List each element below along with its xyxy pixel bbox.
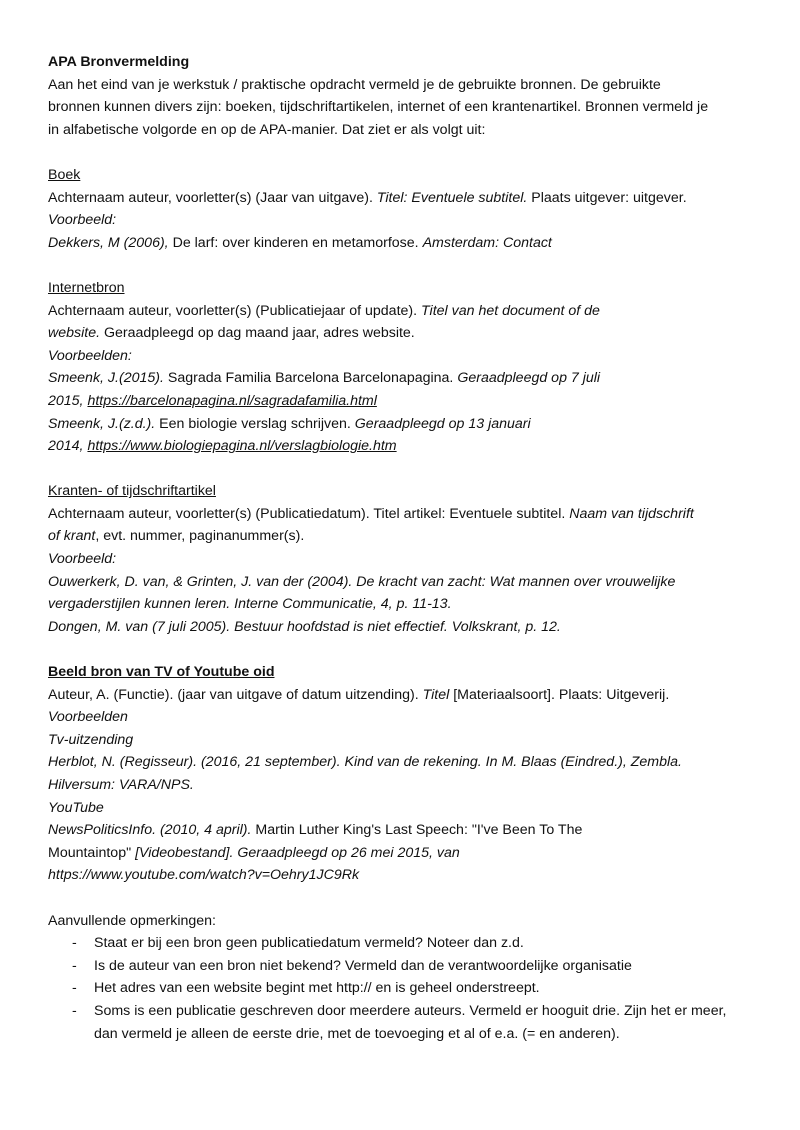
document-page xyxy=(48,51,768,1045)
internet-example-2-author: Smeenk, J.(z.d.). xyxy=(48,415,156,432)
bullet-dash: - xyxy=(72,957,77,974)
intro-line: Aan het eind van je werkstuk / praktische opdracht vermeld je de gebruikte bronnen. De gebruikte xyxy=(48,76,661,93)
boek-format-title: Titel: Eventuele subtitel. xyxy=(376,189,528,206)
list-item xyxy=(48,955,768,978)
internet-example-1-line-2 xyxy=(48,390,768,413)
boek-example xyxy=(48,232,768,255)
opmerkingen-heading: Aanvullende opmerkingen: xyxy=(48,912,216,929)
internet-format-line-1 xyxy=(48,300,768,323)
krant-example-2: Dongen, M. van (7 juli 2005). Bestuur hoofdstad is niet effectief. Volkskrant, p. 12. xyxy=(48,618,561,635)
beeld-format-material: [Materiaalsoort]. Plaats: Uitgeverij. xyxy=(449,686,670,703)
internet-format-line-2 xyxy=(48,322,768,345)
krant-format-author: Achternaam auteur, voorletter(s) (Publicatiedatum). Titel artikel: Eventuele subtitel. xyxy=(48,505,570,522)
boek-voorbeeld-label: Voorbeeld: xyxy=(48,212,117,229)
list-item-text: Soms is een publicatie geschreven door meerdere auteurs. Vermeld er hooguit drie. Zijn het er meer, dan vermeld je alleen de eerste drie, met de toevoeging et al of e.a. (= en anderen). xyxy=(94,1002,727,1042)
krant-example-1-line-2: vergaderstijlen kunnen leren. Interne Communicatie, 4, p. 11-13. xyxy=(48,596,452,613)
internet-example-2-consulted: Geraadpleegd op 13 januari xyxy=(354,415,531,432)
krant-format-line-1 xyxy=(48,503,768,526)
internet-example-2-line-1 xyxy=(48,413,768,436)
internet-voorbeelden-label: Voorbeelden: xyxy=(48,347,132,364)
beeld-format-author: Auteur, A. (Functie). (jaar van uitgave of datum uitzending). xyxy=(48,686,423,703)
krant-format-line-2 xyxy=(48,525,768,548)
opmerkingen-list xyxy=(48,932,768,1045)
section-heading-internetbron: Internetbron xyxy=(48,279,125,296)
beeld-voorbeelden-label: Voorbeelden xyxy=(48,709,128,726)
list-item-text: Is de auteur van een bron niet bekend? Vermeld dan de verantwoordelijke organisatie xyxy=(94,957,632,974)
boek-example-author: Dekkers, M (2006), xyxy=(48,234,169,251)
internet-example-2-year: 2014, xyxy=(48,438,88,455)
krant-format-journal: Naam van tijdschrift xyxy=(569,505,694,522)
krant-voorbeeld-label: Voorbeeld: xyxy=(48,551,117,568)
boek-format xyxy=(48,187,768,210)
beeld-youtube-example-line-1 xyxy=(48,819,768,842)
internet-example-1-year: 2015, xyxy=(48,392,88,409)
intro-line: bronnen kunnen divers zijn: boeken, tijdschriftartikelen, internet of een krantenartikel. Bronnen vermeld je xyxy=(48,99,709,116)
beeld-youtube-title-end: Mountaintop" xyxy=(48,844,132,861)
beeld-format-title: Titel xyxy=(422,686,450,703)
beeld-youtube-label: YouTube xyxy=(48,799,104,816)
internet-format-website: website. xyxy=(48,325,101,342)
bullet-dash: - xyxy=(72,935,77,952)
list-item xyxy=(48,977,768,1000)
beeld-tv-label: Tv-uitzending xyxy=(48,731,134,748)
internet-example-1-author: Smeenk, J.(2015). xyxy=(48,370,164,387)
internet-example-1-consulted: Geraadpleegd op 7 juli xyxy=(457,370,601,387)
beeld-tv-example-line-1: Herblot, N. (Regisseur). (2016, 21 september). Kind van de rekening. In M. Blaas (Eindred.), Zembla. xyxy=(48,754,682,771)
internet-example-2-link[interactable]: https://www.biologiepagina.nl/verslagbiologie.htm xyxy=(87,438,397,455)
beeld-youtube-title: Martin Luther King's Last Speech: "I've Been To The xyxy=(251,822,583,839)
internet-example-1-title: Sagrada Familia Barcelona Barcelonapagina. xyxy=(163,370,458,387)
boek-example-publisher: Amsterdam: Contact xyxy=(422,234,552,251)
beeld-youtube-example-line-2 xyxy=(48,842,768,865)
beeld-youtube-example-line-3: https://www.youtube.com/watch?v=Oehry1JC9Rk xyxy=(48,867,360,884)
internet-example-1-line-1 xyxy=(48,367,768,390)
list-item-text: Het adres van een website begint met http:// en is geheel onderstreept. xyxy=(94,980,540,997)
section-heading-boek: Boek xyxy=(48,166,81,183)
internet-example-1-link[interactable]: https://barcelonapagina.nl/sagradafamilia.html xyxy=(87,392,377,409)
bullet-dash: - xyxy=(72,1002,77,1019)
list-item xyxy=(48,1000,768,1045)
boek-format-author: Achternaam auteur, voorletter(s) (Jaar van uitgave). xyxy=(48,189,377,206)
section-heading-krantenartikel: Kranten- of tijdschriftartikel xyxy=(48,483,216,500)
intro-line: in alfabetische volgorde en op de APA-manier. Dat ziet er als volgt uit: xyxy=(48,121,486,138)
beeld-youtube-material: [Videobestand]. Geraadpleegd op 26 mei 2015, van xyxy=(131,844,460,861)
bullet-dash: - xyxy=(72,980,77,997)
internet-format-author: Achternaam auteur, voorletter(s) (Publicatiejaar of update). xyxy=(48,302,422,319)
section-heading-beeldbron: Beeld bron van TV of Youtube oid xyxy=(48,664,275,681)
list-item xyxy=(48,932,768,955)
internet-example-2-title: Een biologie verslag schrijven. xyxy=(155,415,355,432)
boek-format-publisher: Plaats uitgever: uitgever. xyxy=(527,189,687,206)
beeld-youtube-author: NewsPoliticsInfo. (2010, 4 april). xyxy=(48,822,252,839)
boek-example-title: De larf: over kinderen en metamorfose. xyxy=(168,234,423,251)
list-item-text: Staat er bij een bron geen publicatiedatum vermeld? Noteer dan z.d. xyxy=(94,935,524,952)
krant-format-krant: of krant xyxy=(48,528,96,545)
document-title: APA Bronvermelding xyxy=(48,54,190,70)
krant-format-pages: , evt. nummer, paginanummer(s). xyxy=(95,528,305,545)
internet-format-title: Titel van het document of de xyxy=(421,302,600,319)
krant-example-1-line-1: Ouwerkerk, D. van, & Grinten, J. van der (2004). De kracht van zacht: Wat mannen over vrouwelijke xyxy=(48,573,676,590)
internet-example-2-line-2 xyxy=(48,435,768,458)
internet-format-consulted: Geraadpleegd op dag maand jaar, adres website. xyxy=(100,325,415,342)
beeld-format xyxy=(48,684,768,707)
beeld-tv-example-line-2: Hilversum: VARA/NPS. xyxy=(48,777,194,793)
